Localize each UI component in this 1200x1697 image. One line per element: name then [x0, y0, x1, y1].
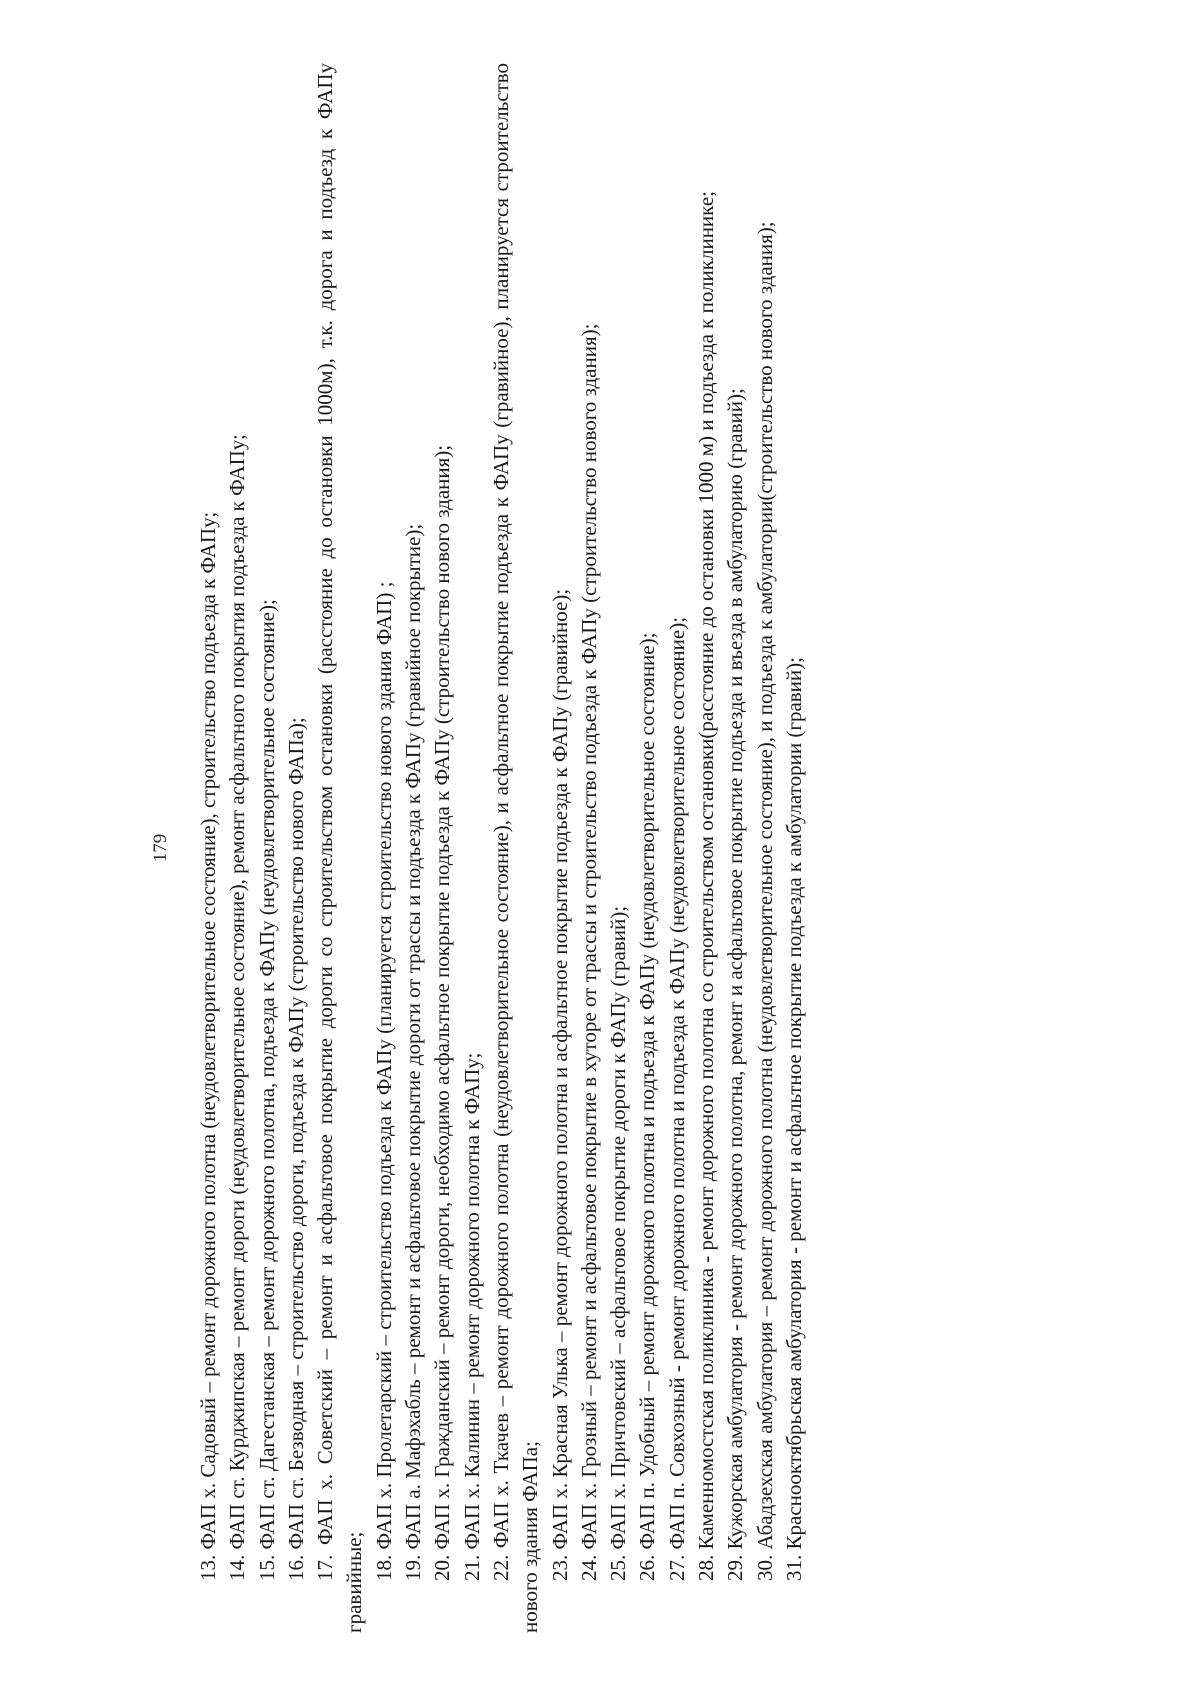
- list-item: 22. ФАП х. Ткачев – ремонт дорожного полотна (неудовлетворительное состояние), и асфальтное покрытие подъезда к ФАПу (гравийное), планируется строительство нового здания ФАПа;: [488, 63, 543, 1633]
- list-item: 29. Кужорская амбулатория - ремонт дорожного полотна, ремонт и асфальтовое покрытие подъезда и въезда в амбулаторию (гравий);: [723, 388, 748, 1581]
- list-item: 25. ФАП х. Причтовский – асфальтовое покрытие дороги к ФАПу (гравий);: [606, 905, 631, 1581]
- list-item: 24. ФАП х. Грозный – ремонт и асфальтовое покрытие в хуторе от трассы и строительство подъезда к ФАПу (строительство нового здания);: [576, 323, 601, 1581]
- list-item: 28. Каменномостская поликлиника - ремонт дорожного полотна со строительством остановки(расстояние до остановки 1000 м) и подъезда к поликлинике;: [694, 190, 719, 1581]
- rotated-text-frame: [150, 63, 1050, 1633]
- list-item: 23. ФАП х. Красная Улька – ремонт дорожного полотна и асфальтное покрытие подъезда к ФАПу (гравийное);: [547, 588, 572, 1581]
- document-body: [194, 63, 809, 1633]
- list-item: 31. Краснооктябрьская амбулатория - ремонт и асфальтное покрытие подъезда к амбулатории (гравий);: [781, 657, 806, 1581]
- list-item: 21. ФАП х. Калинин – ремонт дорожного полотна к ФАПу;: [459, 1052, 484, 1581]
- list-item: 15. ФАП ст. Дагестанская – ремонт дорожного полотна, подъезда к ФАПу (неудовлетворительное состояние);: [254, 599, 279, 1581]
- list-item: 26. ФАП п. Удобный – ремонт дорожного полотна и подъезда к ФАПу (неудовлетворительное состояние);: [635, 632, 660, 1581]
- list-item: 14. ФАП ст. Курджипская – ремонт дороги (неудовлетворительное состояние), ремонт асфальтного покрытия подъезда к ФАПу;: [225, 434, 250, 1581]
- list-item: 19. ФАП а. Мафэхабль – ремонт и асфальтовое покрытие дороги от трассы и подъезда к ФАПу (гравийное покрытие);: [401, 523, 426, 1581]
- list-item: 20. ФАП х. Гражданский – ремонт дороги, необходимо асфальтное покрытие подъезда к ФАПу (строительство нового здания);: [430, 444, 455, 1581]
- list-item: 27. ФАП п. Совхозный - ремонт дорожного полотна и подъезда к ФАПу (неудовлетворительное состояние);: [664, 616, 689, 1581]
- page-number: 179: [150, 833, 171, 863]
- list-item: 18. ФАП х. Пролетарский – строительство подъезда к ФАПу (планируется строительство нового здания ФАП) ;: [371, 581, 396, 1581]
- list-item: 16. ФАП ст. Безводная – строительство дороги, подъезда к ФАПу (строительство нового ФАПа);: [283, 717, 308, 1581]
- list-item: 17. ФАП х. Советский – ремонт и асфальтовое покрытие дороги со строительством остановки (расстояние до остановки 1000м), т.к. дорога и подъезд к ФАПу гравийные;: [313, 63, 367, 1633]
- list-item: 13. ФАП х. Садовый – ремонт дорожного полотна (неудовлетворительное состояние), строительство подъезда к ФАПу;: [196, 511, 220, 1581]
- list-item: 30. Абадзехская амбулатория – ремонт дорожного полотна (неудовлетворительное состояние), и подъезда к амбулатории(строительство нового здания);: [752, 221, 777, 1581]
